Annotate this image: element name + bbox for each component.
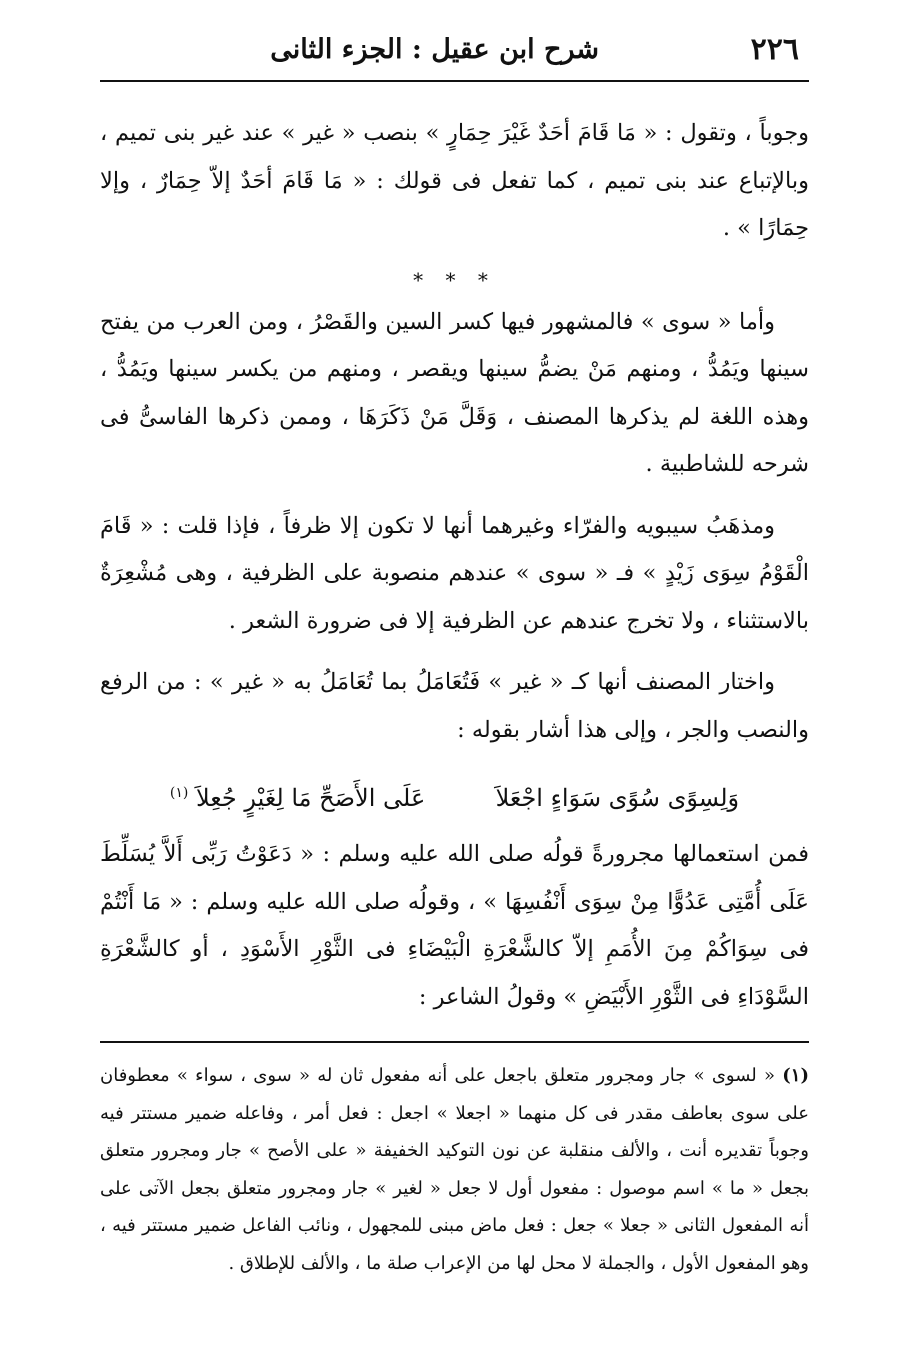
main-text — [100, 110, 809, 1021]
verse-first-hemistich: وَلِسِوًى سُوًى سَوَاءٍ اجْعَلاَ — [495, 784, 740, 812]
page-number: ٢٢٦ — [750, 32, 799, 67]
paragraph-siwa-pronunciation: وأما « سوى » فالمشهور فيها كسر السين والقَصْرُ ، ومن العرب من يفتح سينها ويَمُدُّ ، ومنهم مَنْ يضمُّ سينها ويقصر ، ومنهم من يكسر سينها ويَمُدُّ ، وهذه اللغة لم يذكرها المصنف ، وَقَلَّ مَنْ ذَكَرَهَا ، وممن ذكرها الفاسىُّ فى شرحه للشاطبية . — [100, 308, 809, 477]
section-divider: * * * — [413, 267, 496, 292]
running-title: شرح ابن عقيل : الجزء الثانى — [270, 34, 599, 65]
paragraph-sibawayh-view: ومذهَبُ سيبويه والفرّاء وغيرهما أنها لا تكون إلا ظرفاً ، فإذا قلت : « قَامَ الْقَوْمُ سِوَى زَيْدٍ » فـ « سوى » عندهم منصوبة على الظرفية ، وهى مُشْعِرَةٌ بالاستثناء ، ولا تخرج عندهم عن الظرفية إلا فى ضرورة الشعر . — [100, 512, 809, 634]
footnote-separator — [100, 1041, 809, 1043]
footnote-reference: (١) — [169, 785, 189, 801]
paragraph-author-choice: واختار المصنف أنها كـ « غير » فَتُعَامَلُ بما تُعَامَلُ به « غير » : من الرفع والنصب والجر ، وإلى هذا أشار بقوله : — [100, 669, 809, 743]
footnote — [100, 1057, 809, 1282]
verse-line — [100, 768, 809, 823]
page-header — [100, 30, 809, 82]
verse-second-hemistich: عَلَى الأَصَحِّ مَا لِغَيْرٍ جُعِلاَ — [195, 784, 426, 812]
paragraph-ghayr-examples: وجوباً ، وتقول : « مَا قَامَ أحَدٌ غَيْرَ حِمَارٍ » بنصب « غير » عند غير بنى تميم ، وبالإتباع عند بنى تميم ، كما تفعل فى قولك : « مَا قَامَ أحَدٌ إلاّ حِمَارٌ ، وإلا حِمَارًا » . — [100, 120, 809, 241]
paragraph-hadith-examples: فمن استعمالها مجرورةً قولُه صلى الله عليه وسلم : « دَعَوْتُ رَبِّى أَلاَّ يُسَلِّطَ عَلَى أُمَّتِى عَدُوًّا مِنْ سِوَى أَنْفُسِهَا » ، وقولُه صلى الله عليه وسلم : « مَا أَنْتُمْ فى سِوَاكُمْ مِنَ الأُمَمِ إلاّ كالشَّعْرَةِ الْبَيْضَاءِ فى الثَّوْرِ الأَسْوَدِ ، أو كالشَّعْرَةِ السَّوْدَاءِ فى الثَّوْرِ الأَبْيَضِ » وقولُ الشاعر : — [100, 841, 809, 1010]
footnote-text: « لسوى » جار ومجرور متعلق باجعل على أنه مفعول ثان له « سوى ، سواء » معطوفان على سوى بعاطف مقدر فى كل منهما « اجعلا » اجعل : فعل أمر ، وفاعله ضمير مستتر فيه وجوباً تقديره أنت ، والألف منقلبة عن نون التوكيد الخفيفة « على الأصح » جار ومجرور متعلق بجعل « ما » اسم موصول : مفعول أول لا جعل « لغير » جار ومجرور متعلق بجعل الآتى على أنه المفعول الثانى « جعلا » جعل : فعل ماض مبنى للمجهول ، ونائب الفاعل ضمير مستتر فيه ، وهو المفعول الأول ، والجملة لا محل لها من الإعراب صلة ما ، والألف للإطلاق . — [100, 1065, 809, 1274]
footnote-marker: (١) — [782, 1065, 809, 1086]
